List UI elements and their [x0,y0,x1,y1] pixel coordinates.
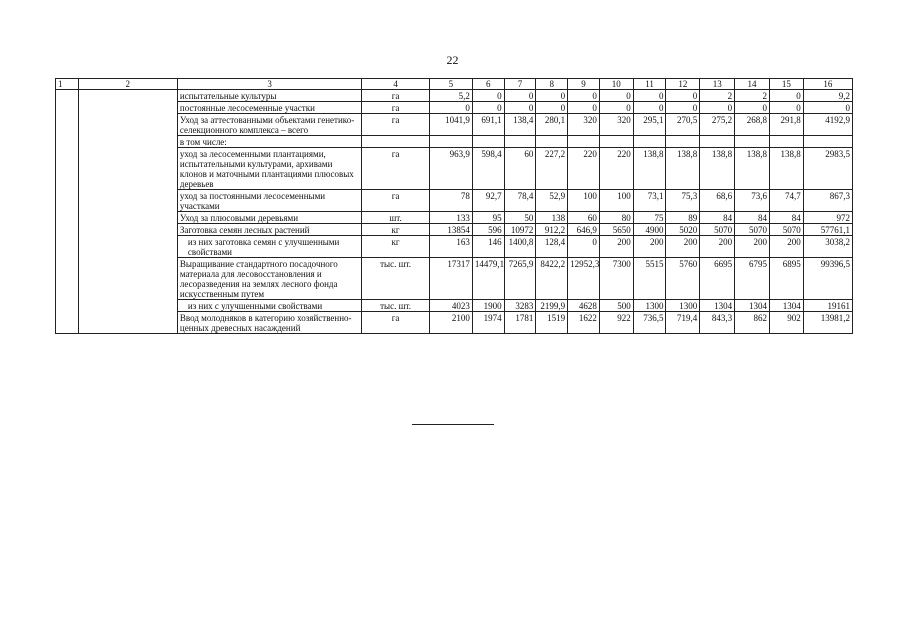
empty-cell [56,312,79,334]
value-cell: 14479,1 [472,258,504,300]
empty-cell [78,212,177,224]
value-cell: 2983,5 [803,148,852,190]
value-cell: 200 [735,236,770,258]
value-cell: 4900 [633,224,666,236]
value-cell: 133 [429,212,472,224]
value-cell: 0 [735,102,770,114]
value-cell: 84 [769,212,803,224]
value-cell: 138,4 [504,114,536,136]
value-cell: 74,7 [769,190,803,212]
value-cell: 320 [599,114,633,136]
row-label: Ввод молодняков в категорию хозяйственно-ценных древесных насаждений [177,312,361,334]
empty-cell [56,190,79,212]
value-cell: 6795 [735,258,770,300]
footnote-separator [412,424,494,425]
value-cell: 6895 [769,258,803,300]
value-cell: 95 [472,212,504,224]
empty-cell [78,114,177,136]
value-cell: 7265,9 [504,258,536,300]
table-row [56,236,853,258]
table-row [56,224,853,236]
value-cell: 1304 [769,300,803,312]
value-cell: 295,1 [633,114,666,136]
value-cell: 84 [700,212,735,224]
table-row [56,90,853,102]
table-row [56,300,853,312]
row-label: из них с улучшенными свойствами [177,300,361,312]
empty-cell [78,136,177,148]
value-cell: 84 [735,212,770,224]
value-cell: 146 [472,236,504,258]
row-label: Уход за плюсовыми деревьями [177,212,361,224]
value-cell: 270,5 [666,114,700,136]
value-cell: 0 [429,102,472,114]
table-row [56,190,853,212]
column-header: 5 [429,79,472,90]
value-cell: 5,2 [429,90,472,102]
table-row [56,136,853,148]
value-cell: 8422,2 [536,258,568,300]
value-cell: 227,2 [536,148,568,190]
value-cell: 2 [735,90,770,102]
value-cell: 200 [666,236,700,258]
row-label: Выращивание стандартного посадочного материала для лесовосстановления и лесоразведения на землях лесного фонда искусственным путем [177,258,361,300]
column-header: 4 [362,79,430,90]
value-cell: 1041,9 [429,114,472,136]
empty-cell [56,212,79,224]
value-cell [633,136,666,148]
empty-cell [78,300,177,312]
value-cell: 2199,9 [536,300,568,312]
value-cell: 100 [568,190,600,212]
value-cell: 2100 [429,312,472,334]
value-cell: 1300 [666,300,700,312]
value-cell: 1400,8 [504,236,536,258]
column-header: 10 [599,79,633,90]
row-label: постоянные лесосеменные участки [177,102,361,114]
data-table [55,78,853,334]
unit-cell: кг [362,236,430,258]
unit-cell: га [362,312,430,334]
column-header: 6 [472,79,504,90]
value-cell: 19161 [803,300,852,312]
value-cell: 200 [599,236,633,258]
value-cell: 598,4 [472,148,504,190]
page-number: 22 [446,53,459,67]
empty-cell [56,258,79,300]
value-cell: 100 [599,190,633,212]
value-cell [803,136,852,148]
row-label: испытательные культуры [177,90,361,102]
unit-cell: тыс. шт. [362,300,430,312]
value-cell: 862 [735,312,770,334]
value-cell: 80 [599,212,633,224]
value-cell: 6695 [700,258,735,300]
value-cell: 200 [700,236,735,258]
column-header: 13 [700,79,735,90]
value-cell [568,136,600,148]
value-cell: 0 [769,102,803,114]
value-cell: 5760 [666,258,700,300]
value-cell: 1519 [536,312,568,334]
row-label: уход за постоянными лесосеменными участками [177,190,361,212]
column-header: 11 [633,79,666,90]
value-cell: 0 [504,90,536,102]
table-row [56,148,853,190]
value-cell: 0 [633,90,666,102]
value-cell: 1304 [735,300,770,312]
empty-cell [56,148,79,190]
value-cell: 75,3 [666,190,700,212]
value-cell: 867,3 [803,190,852,212]
column-header: 7 [504,79,536,90]
row-label: в том числе: [177,136,361,148]
value-cell: 0 [568,90,600,102]
unit-cell: га [362,102,430,114]
value-cell: 843,3 [700,312,735,334]
value-cell: 128,4 [536,236,568,258]
value-cell: 275,2 [700,114,735,136]
value-cell [536,136,568,148]
unit-cell [362,136,430,148]
row-label: из них заготовка семян с улучшенными свойствами [177,236,361,258]
value-cell: 10972 [504,224,536,236]
value-cell: 138,8 [666,148,700,190]
value-cell: 0 [803,102,852,114]
value-cell: 220 [599,148,633,190]
table-row [56,102,853,114]
value-cell: 5070 [769,224,803,236]
empty-cell [56,300,79,312]
value-cell: 78 [429,190,472,212]
empty-cell [56,136,79,148]
empty-cell [78,258,177,300]
value-cell: 138 [536,212,568,224]
unit-cell: кг [362,224,430,236]
column-header: 15 [769,79,803,90]
value-cell: 1300 [633,300,666,312]
value-cell: 291,8 [769,114,803,136]
value-cell: 200 [769,236,803,258]
value-cell: 0 [769,90,803,102]
column-header: 8 [536,79,568,90]
column-header: 3 [177,79,361,90]
row-label: Уход за аттестованными объектами генетико-селекционного комплекса – всего [177,114,361,136]
value-cell: 0 [472,90,504,102]
empty-cell [78,312,177,334]
value-cell: 972 [803,212,852,224]
unit-cell: га [362,114,430,136]
column-header: 2 [78,79,177,90]
value-cell: 0 [666,90,700,102]
value-cell: 60 [568,212,600,224]
value-cell: 60 [504,148,536,190]
value-cell: 78,4 [504,190,536,212]
value-cell: 0 [536,102,568,114]
value-cell: 52,9 [536,190,568,212]
value-cell: 0 [700,102,735,114]
column-header: 9 [568,79,600,90]
table-row [56,312,853,334]
value-cell: 73,6 [735,190,770,212]
unit-cell: га [362,148,430,190]
value-cell: 12952,3 [568,258,600,300]
value-cell: 0 [472,102,504,114]
value-cell: 0 [504,102,536,114]
empty-cell [56,236,79,258]
value-cell: 9,2 [803,90,852,102]
value-cell: 0 [536,90,568,102]
value-cell: 7300 [599,258,633,300]
value-cell: 13854 [429,224,472,236]
empty-cell [56,90,79,102]
value-cell: 138,8 [700,148,735,190]
value-cell: 0 [568,102,600,114]
value-cell: 912,2 [536,224,568,236]
empty-cell [78,102,177,114]
value-cell: 5070 [735,224,770,236]
value-cell: 99396,5 [803,258,852,300]
value-cell: 5020 [666,224,700,236]
value-cell: 73,1 [633,190,666,212]
column-header: 1 [56,79,79,90]
value-cell: 5070 [700,224,735,236]
value-cell: 0 [599,102,633,114]
value-cell: 92,7 [472,190,504,212]
unit-cell: га [362,190,430,212]
value-cell: 0 [599,90,633,102]
table-row [56,258,853,300]
value-cell: 75 [633,212,666,224]
value-cell: 963,9 [429,148,472,190]
value-cell: 17317 [429,258,472,300]
row-label: Заготовка семян лесных растений [177,224,361,236]
value-cell: 220 [568,148,600,190]
empty-cell [56,114,79,136]
value-cell: 902 [769,312,803,334]
value-cell: 2 [700,90,735,102]
value-cell [429,136,472,148]
value-cell: 4628 [568,300,600,312]
value-cell: 0 [666,102,700,114]
column-header: 14 [735,79,770,90]
empty-cell [78,90,177,102]
value-cell [666,136,700,148]
value-cell: 1900 [472,300,504,312]
value-cell: 268,8 [735,114,770,136]
value-cell [472,136,504,148]
value-cell: 0 [633,102,666,114]
value-cell: 50 [504,212,536,224]
value-cell: 68,6 [700,190,735,212]
value-cell: 500 [599,300,633,312]
value-cell: 646,9 [568,224,600,236]
value-cell: 200 [633,236,666,258]
value-cell [735,136,770,148]
value-cell: 719,4 [666,312,700,334]
value-cell: 596 [472,224,504,236]
value-cell: 3038,2 [803,236,852,258]
value-cell: 5515 [633,258,666,300]
table-row [56,114,853,136]
empty-cell [78,236,177,258]
value-cell: 280,1 [536,114,568,136]
column-header: 16 [803,79,852,90]
value-cell: 163 [429,236,472,258]
value-cell: 4023 [429,300,472,312]
value-cell: 1974 [472,312,504,334]
value-cell: 922 [599,312,633,334]
value-cell [700,136,735,148]
value-cell: 320 [568,114,600,136]
value-cell [504,136,536,148]
value-cell: 3283 [504,300,536,312]
value-cell: 736,5 [633,312,666,334]
value-cell: 0 [568,236,600,258]
row-label: уход за лесосеменными плантациями, испытательными культурами, архивами клонов и маточными плантациями плюсовых деревьев [177,148,361,190]
value-cell: 691,1 [472,114,504,136]
empty-cell [56,224,79,236]
value-cell: 1781 [504,312,536,334]
value-cell: 5650 [599,224,633,236]
value-cell: 1622 [568,312,600,334]
value-cell: 1304 [700,300,735,312]
value-cell: 4192,9 [803,114,852,136]
empty-cell [78,224,177,236]
value-cell: 138,8 [769,148,803,190]
value-cell: 89 [666,212,700,224]
unit-cell: шт. [362,212,430,224]
column-header: 12 [666,79,700,90]
empty-cell [78,148,177,190]
value-cell: 57761,1 [803,224,852,236]
table-row [56,212,853,224]
value-cell: 138,8 [735,148,770,190]
value-cell: 13981,2 [803,312,852,334]
column-number-row [56,79,853,90]
value-cell [769,136,803,148]
unit-cell: га [362,90,430,102]
unit-cell: тыс. шт. [362,258,430,300]
value-cell [599,136,633,148]
empty-cell [56,102,79,114]
value-cell: 138,8 [633,148,666,190]
empty-cell [78,190,177,212]
